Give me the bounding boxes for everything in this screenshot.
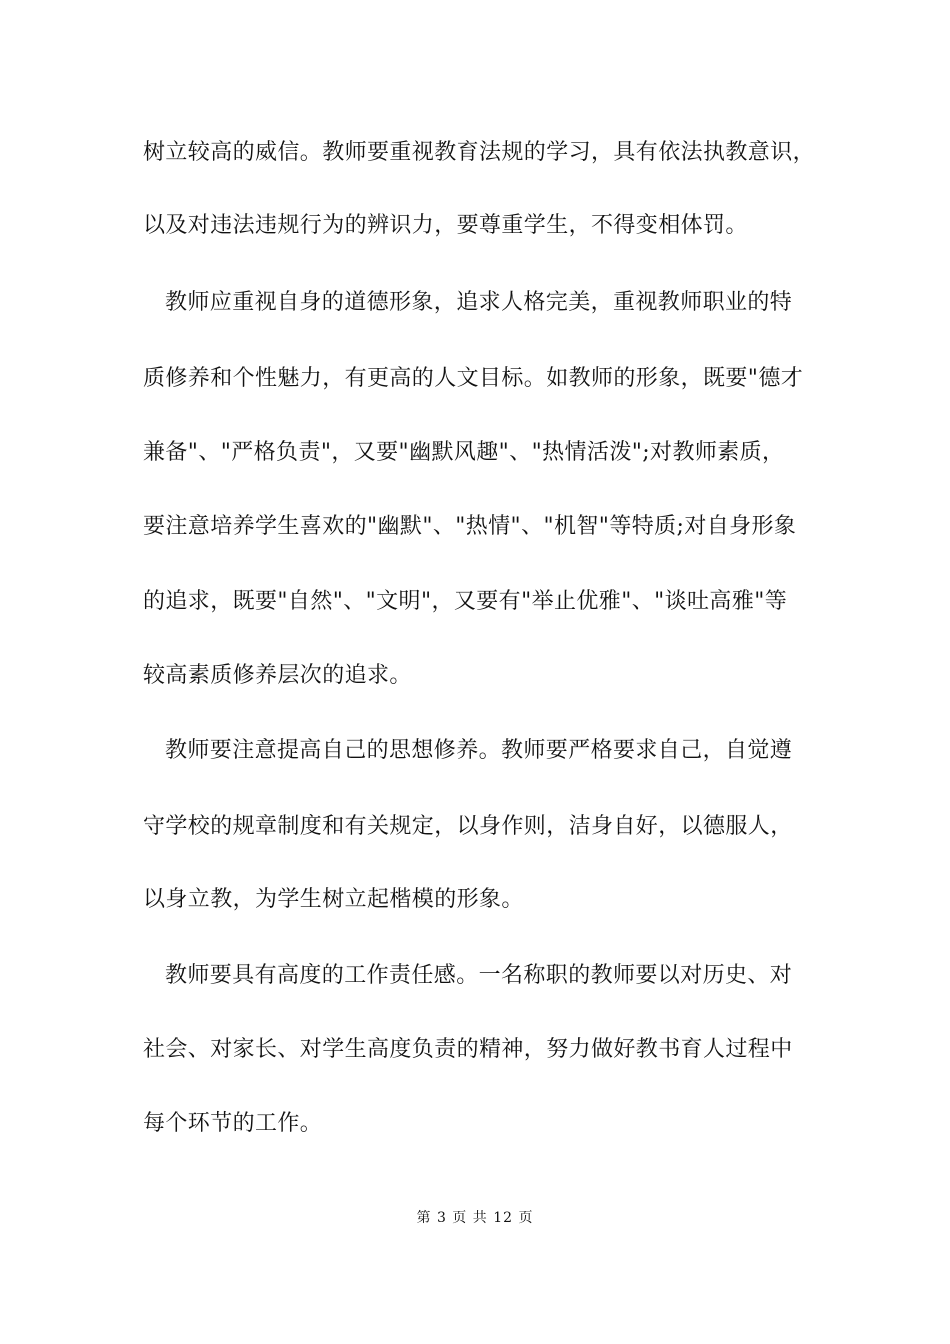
- page-number-footer: 第 3 页 共 12 页: [416, 1210, 534, 1226]
- text-line: 兼备"、"严格负责"，又要"幽默风趣"、"热情活泼";对教师素质，: [143, 440, 785, 465]
- paragraph-first-line: 教师应重视自身的道德形象，追求人格完美，重视教师职业的特: [165, 290, 793, 315]
- text-line: 的追求，既要"自然"、"文明"，又要有"举止优雅"、"谈吐高雅"等: [143, 589, 788, 614]
- paragraph-first-line: 教师要注意提高自己的思想修养。教师要严格要求自己，自觉遵: [165, 738, 793, 763]
- text-line: 社会、对家长、对学生高度负责的精神，努力做好教书育人过程中: [143, 1037, 793, 1062]
- text-line: 守学校的规章制度和有关规定，以身作则，洁身自好，以德服人，: [143, 814, 793, 839]
- text-line: 每个环节的工作。: [143, 1111, 323, 1136]
- text-line: 树立较高的威信。教师要重视教育法规的学习，具有依法执教意识，: [143, 140, 816, 165]
- text-line: 较高素质修养层次的追求。: [143, 663, 412, 688]
- text-line: 以身立教，为学生树立起楷模的形象。: [143, 887, 524, 912]
- text-line: 质修养和个性魅力，有更高的人文目标。如教师的形象，既要"德才: [143, 366, 804, 391]
- paragraph-first-line: 教师要具有高度的工作责任感。一名称职的教师要以对历史、对: [165, 963, 793, 988]
- text-line: 以及对违法违规行为的辨识力，要尊重学生，不得变相体罚。: [143, 213, 748, 238]
- text-line: 要注意培养学生喜欢的"幽默"、"热情"、"机智"等特质;对自身形象: [143, 514, 797, 539]
